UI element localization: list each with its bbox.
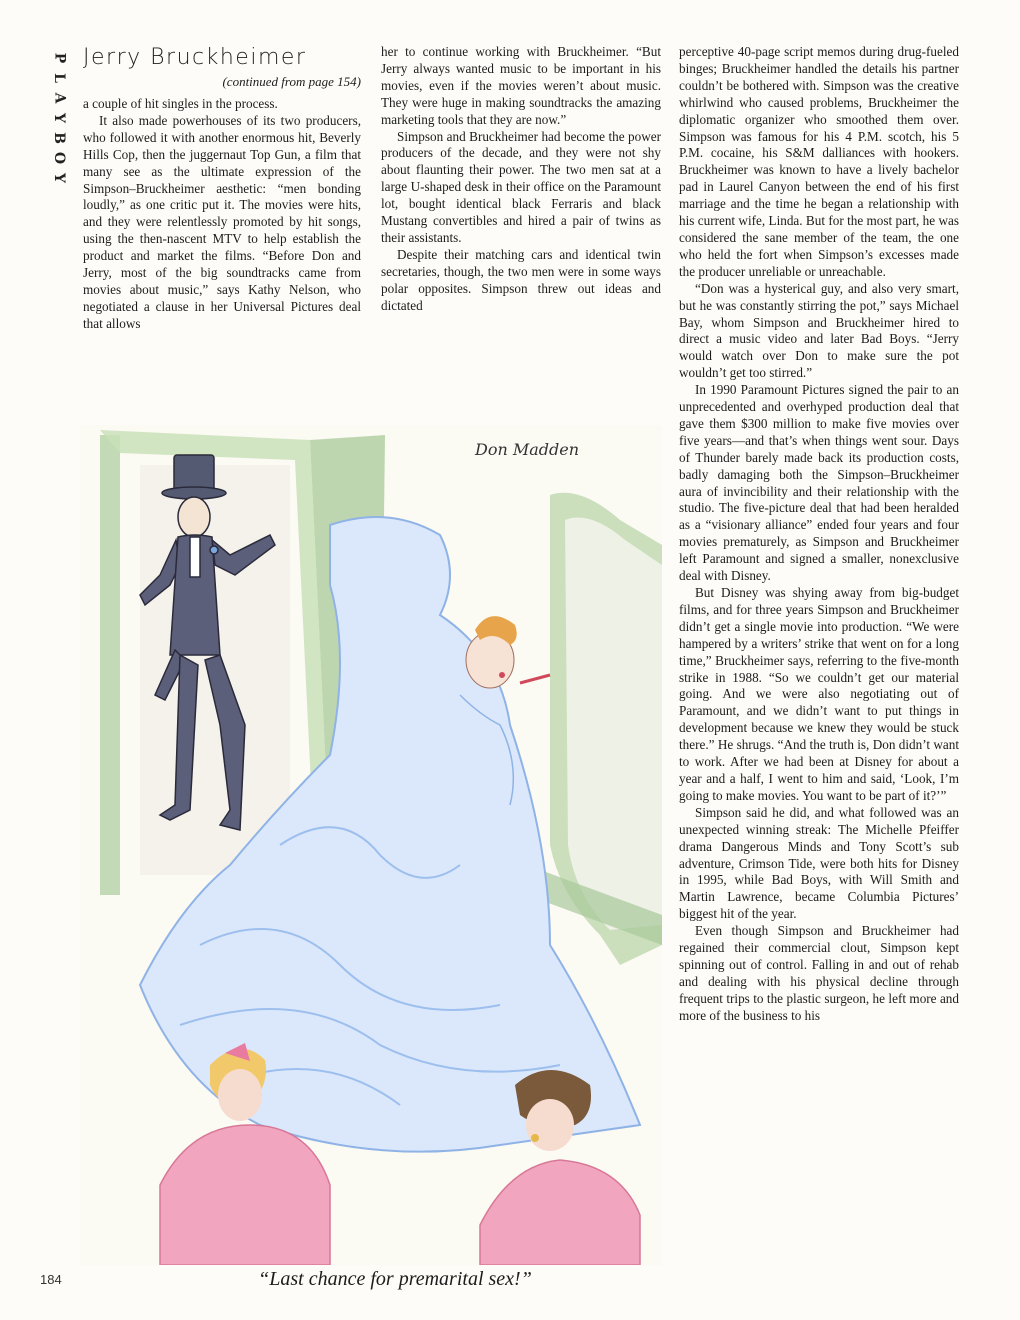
paragraph: “Don was a hysterical guy, and also very smart, but he was constantly stirring the pot,” says Michael Bay, whom Simpson and Bruckheimer hired to direct a music video and later Bad Boys. “Jerry would watch over Don to make sure the pot wouldn’t get too stirred.” <box>679 280 959 381</box>
magazine-vertical-label <box>44 48 74 188</box>
artist-signature: Don Madden <box>475 440 580 459</box>
vertical-letter: P <box>51 52 67 64</box>
page-number: 184 <box>40 1272 62 1287</box>
paragraph: But Disney was shying away from big-budget films, and for three years Simpson and Bruckheimer didn’t get a single movie into production. “We were hampered by a writers’ strike that went on for a long time,” Bruckheimer says, referring to the five-month strike in 1988. “So we couldn’t get our material going. And we were also negotiating out of Paramount, and we didn’t want to put things in development because we knew they would be stuck there.” He shrugs. “And the truth is, Don didn’t want to work. After we had been at Disney for about a year and a half, I went to him and said, ‘Look, I’m going to make movies. You want to be part of it?’” <box>679 585 959 803</box>
vertical-letter: A <box>51 92 67 104</box>
vertical-letter: B <box>51 132 67 144</box>
text-column-2 <box>381 44 661 315</box>
text-column-1 <box>83 96 361 333</box>
paragraph: Despite their matching cars and identical twin secretaries, though, the two men were in some ways polar opposites. Simpson threw out ideas and dictated <box>381 246 661 313</box>
paragraph: Simpson and Bruckheimer had become the power producers of the decade, and they were not shy about flaunting their power. The two men sat at a large U-shaped desk in their office on the Paramount lot, bought identical black Ferraris and black Mustang convertibles and hired a pair of twins as their assistants. <box>381 128 661 245</box>
paragraph: a couple of hit singles in the process. <box>83 96 278 111</box>
paragraph: Simpson said he did, and what followed was an unexpected winning streak: The Michelle Pfeiffer drama Dangerous Minds and Tony Scott’s sub adventure, Crimson Tide, were both hits for Disney in 1995, while Bad Boys, with Will Smith and Martin Lawrence, became Columbia Pictures’ biggest hit of the year. <box>679 804 959 922</box>
continued-note: (continued from page 154) <box>222 74 361 89</box>
paragraph: her to continue working with Bruckheimer. “But Jerry always wanted music to be important in his movies, even if the movies weren’t about music. They were huge in making soundtracks the amazing marketing tools that they are now.” <box>381 44 661 127</box>
paragraph: In 1990 Paramount Pictures signed the pair to an unprecedented and overhyped production deal that gave them $300 million to make five movies over five years—and that’s when things went sour. Days of Thunder barely made back its production costs, badly damaging both the Simpson–Bruckheimer aura of invincibility and their relationship with the studio. The five-picture deal that had been heralded as a “visionary alliance” ended four years and four movies prematurely, as Simpson and Bruckheimer left Paramount and signed a smaller, nonexclusive deal with Disney. <box>679 382 959 584</box>
text-column-3 <box>679 44 959 1025</box>
cartoon-caption: “Last chance for premarital sex!” <box>258 1268 532 1290</box>
paragraph: perceptive 40-page script memos during drug-fueled binges; Bruckheimer handled the details his partner couldn’t be bothered with. Simpson was the creative whirlwind who caused problems, Bruckheimer the diplomatic organizer who smoothed them over. Simpson was famous for his 4 P.M. scotch, his 5 P.M. cocaine, his S&M dalliances with hookers. Bruckheimer was known to have a lively bachelor pad in Laurel Canyon between the end of his first marriage and the time he began a relationship with his current wife, Linda. But for the most part, he was considered the sane member of the team, the one who held the fort when Simpson’s excesses made the producer unreliable or unreachable. <box>679 44 959 279</box>
paragraph: It also made powerhouses of its two producers, who followed it with another enormous hit, Beverly Hills Cop, then the juggernaut Top Gun, a film that many see as the ultimate expression of the Simpson–Bruckheimer aesthetic: “men bonding loudly,” as one critic put it. The movies were hits, and they were relentlessly promoted by hit songs, using the then-nascent MTV to help establish the product and market the films. “Before Don and Jerry, most of the big soundtracks came from movies about music,” says Kathy Nelson, who negotiated a clause in her Universal Pictures deal that allows <box>83 112 361 331</box>
article-header <box>83 44 361 90</box>
vertical-letter: Y <box>51 173 67 183</box>
vertical-letter: Y <box>51 113 67 123</box>
cartoon-illustration <box>80 425 662 1265</box>
vertical-letter: L <box>51 73 67 83</box>
vertical-letter: O <box>50 151 67 165</box>
article-title: Jerry Bruckheimer <box>83 45 307 70</box>
paragraph: Even though Simpson and Bruckheimer had regained their commercial clout, Simpson kept spinning out of control. Falling in and out of rehab and dealing with his physical decline through frequent trips to the plastic surgeon, he left more and more of the business to his <box>679 923 959 1023</box>
